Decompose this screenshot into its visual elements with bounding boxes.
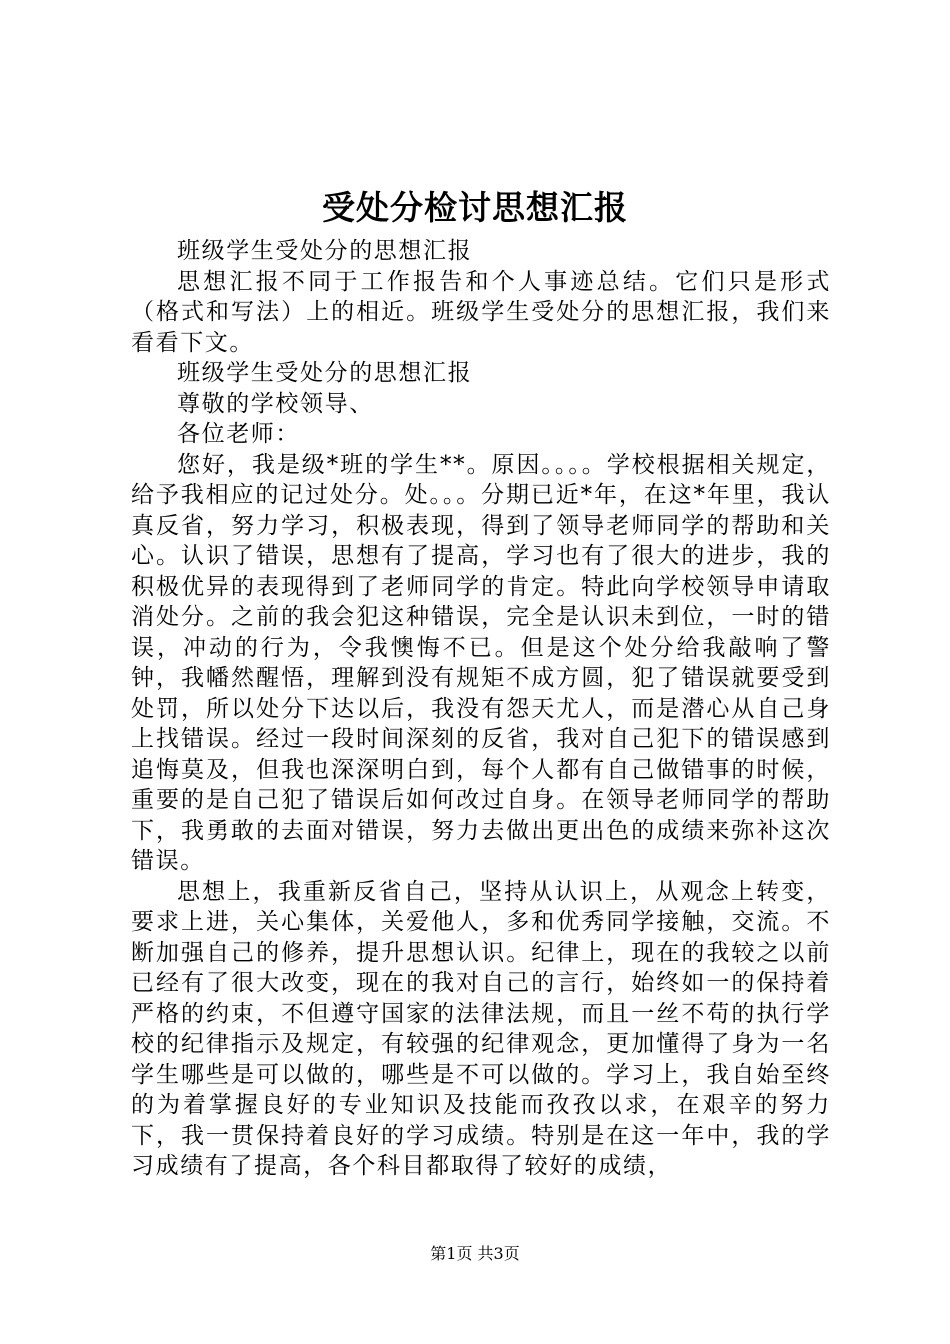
paragraph: 班级学生受处分的思想汇报 [177,360,473,386]
document-title: 受处分检讨思想汇报 [322,188,628,227]
paragraph: 思想上，我重新反省自己，坚持从认识上，从观念上转变，要求上进，关心集体，关爱他人，多和优秀同学接触，交流。不断加强自己的修养，提升思想认识。纪律上，现在的我较之以前已经有了很大改变，现在的我对自己的言行，始终如一的保持着严格的约束，不但遵守国家的法律法规，而且一丝不苟的执行学校的纪律指示及规定，有较强的纪律观念，更加懂得了身为一名学生哪些是可以做的，哪些是不可以做的。学习上，我自始至终的为着掌握良好的专业知识及技能而孜孜以求，在艰辛的努力下，我一贯保持着良好的学习成绩。特别是在这一年中，我的学习成绩有了提高，各个科目都取得了较好的成绩， [131,878,831,1179]
paragraph: 思想汇报不同于工作报告和个人事迹总结。它们只是形式（格式和写法）上的相近。班级学生受处分的思想汇报，我们来看看下文。 [131,268,831,356]
page-footer: 第1页 共3页 [430,1244,520,1263]
paragraph: 您好，我是级*班的学生**。原因。。。。学校根据相关规定，给予我相应的记过处分。处。。。分期已近*年，在这*年里，我认真反省，努力学习，积极表现，得到了领导老师同学的帮助和关心。认识了错误，思想有了提高，学习也有了很大的进步，我的积极优异的表现得到了老师同学的肯定。特此向学校领导申请取消处分。之前的我会犯这种错误，完全是认识未到位，一时的错误，冲动的行为，令我懊悔不已。但是这个处分给我敲响了警钟，我幡然醒悟，理解到没有规矩不成方圆，犯了错误就要受到处罚，所以处分下达以后，我没有怨天尤人，而是潜心从自己身上找错误。经过一段时间深刻的反省，我对自己犯下的错误感到追悔莫及，但我也深深明白到，每个人都有自己做错事的时候，重要的是自己犯了错误后如何改过自身。在领导老师同学的帮助下，我勇敢的去面对错误，努力去做出更出色的成绩来弥补这次错误。 [131,451,831,874]
paragraph: 尊敬的学校领导、 [177,390,374,417]
document-body [131,236,831,1182]
paragraph: 各位老师： [177,421,300,447]
paragraph: 班级学生受处分的思想汇报 [177,238,473,264]
